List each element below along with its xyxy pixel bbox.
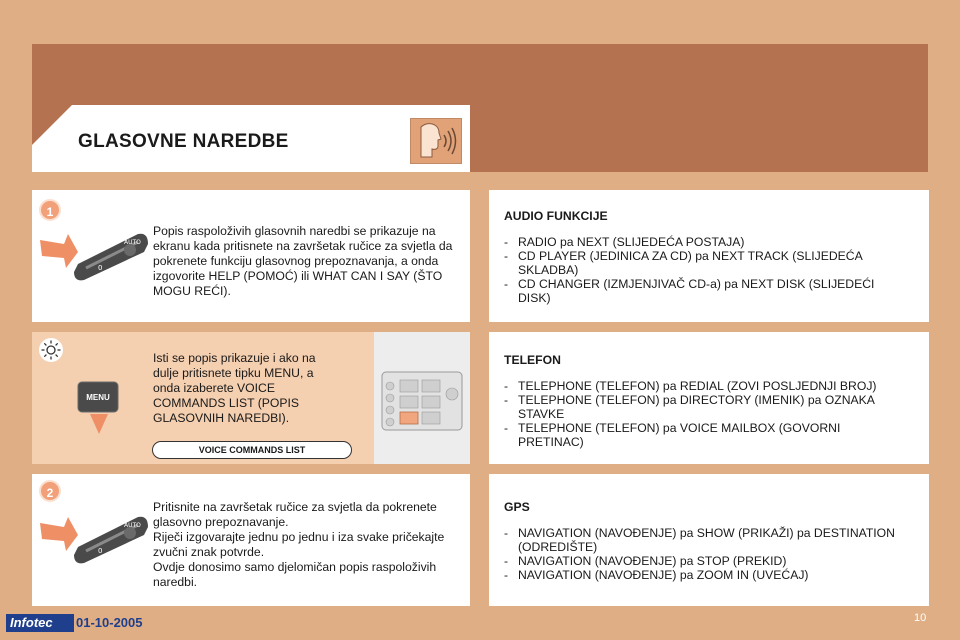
svg-text:0: 0 — [98, 547, 103, 555]
telefon-section — [504, 353, 904, 449]
gps-heading: GPS — [504, 500, 530, 514]
light-stalk-image-2 — [38, 505, 150, 567]
svg-text:AUTO: AUTO — [124, 239, 141, 246]
menu-key-label: MENU — [86, 393, 110, 402]
gps-section — [504, 500, 904, 582]
light-stalk-image-1 — [38, 222, 150, 284]
section-2-line-1: Pritisnite na završetak ručice za svjetla da pokrenete glasovno prepoznavanje. — [153, 500, 437, 529]
gps-item: - NAVIGATION (NAVOĐENJE) pa STOP (PREKID) — [504, 554, 904, 568]
voice-commands-list-label: VOICE COMMANDS LIST — [152, 441, 352, 459]
telefon-item: - TELEPHONE (TELEFON) pa DIRECTORY (IMENIK) pa OZNAKA STAVKE — [504, 393, 904, 421]
section-2-text — [153, 500, 465, 590]
section-1-text: Popis raspoloživih glasovnih naredbi se prikazuje na ekranu kada pritisnete na završetak ručice za svjetla da pokrenete funkciju glasovnog prepoznavanja, a onda izgovorite HELP (POMOĆ) ili WHAT CAN I SAY (ŠTO MOGU REĆI). — [153, 224, 453, 298]
svg-text:AUTO: AUTO — [124, 522, 141, 529]
radio-unit-image — [380, 370, 464, 432]
page-title: GLASOVNE NAREDBE — [78, 131, 289, 152]
audio-item: - CD CHANGER (IZMJENJIVAČ CD-a) pa NEXT DISK (SLIJEDEĆI DISK) — [504, 277, 904, 305]
gps-item: - NAVIGATION (NAVOĐENJE) pa SHOW (PRIKAŽI) pa DESTINATION (ODREDIŠTE) — [504, 526, 904, 554]
telefon-item: - TELEPHONE (TELEFON) pa REDIAL (ZOVI POSLJEDNJI BROJ) — [504, 379, 904, 393]
section-2-line-2: Riječi izgovarajte jednu po jednu i iza svake pričekajte zvučni znak potvrde. — [153, 530, 445, 559]
section-2-line-3: Ovdje donosimo samo djelomičan popis raspoloživih naredbi. — [153, 560, 437, 589]
step-1-badge: 1 — [39, 199, 61, 221]
audio-section — [504, 209, 904, 305]
section-menu-text: Isti se popis prikazuje i ako na dulje pritisnete tipku MENU, a onda izaberete VOICE COMMANDS LIST (POPIS GLASOVNIH NAREDBI). — [153, 351, 316, 425]
step-2-badge: 2 — [39, 480, 61, 502]
voice-command-icon — [410, 118, 462, 164]
sun-icon — [39, 338, 63, 362]
telefon-heading: TELEFON — [504, 353, 561, 367]
audio-heading: AUDIO FUNKCIJE — [504, 209, 608, 223]
audio-item: - CD PLAYER (JEDINICA ZA CD) pa NEXT TRACK (SLIJEDEĆA SKLADBA) — [504, 249, 904, 277]
menu-key-image — [76, 380, 122, 436]
svg-text:0: 0 — [98, 264, 103, 272]
telefon-item: - TELEPHONE (TELEFON) pa VOICE MAILBOX (GOVORNI PRETINAC) — [504, 421, 904, 449]
page-number: 10 — [914, 612, 927, 624]
infotec-logo: Infotec — [6, 614, 74, 632]
audio-item: - RADIO pa NEXT (SLIJEDEĆA POSTAJA) — [504, 235, 904, 249]
gps-item: - NAVIGATION (NAVOĐENJE) pa ZOOM IN (UVEĆAJ) — [504, 568, 904, 582]
footer-date: 01-10-2005 — [76, 615, 143, 630]
